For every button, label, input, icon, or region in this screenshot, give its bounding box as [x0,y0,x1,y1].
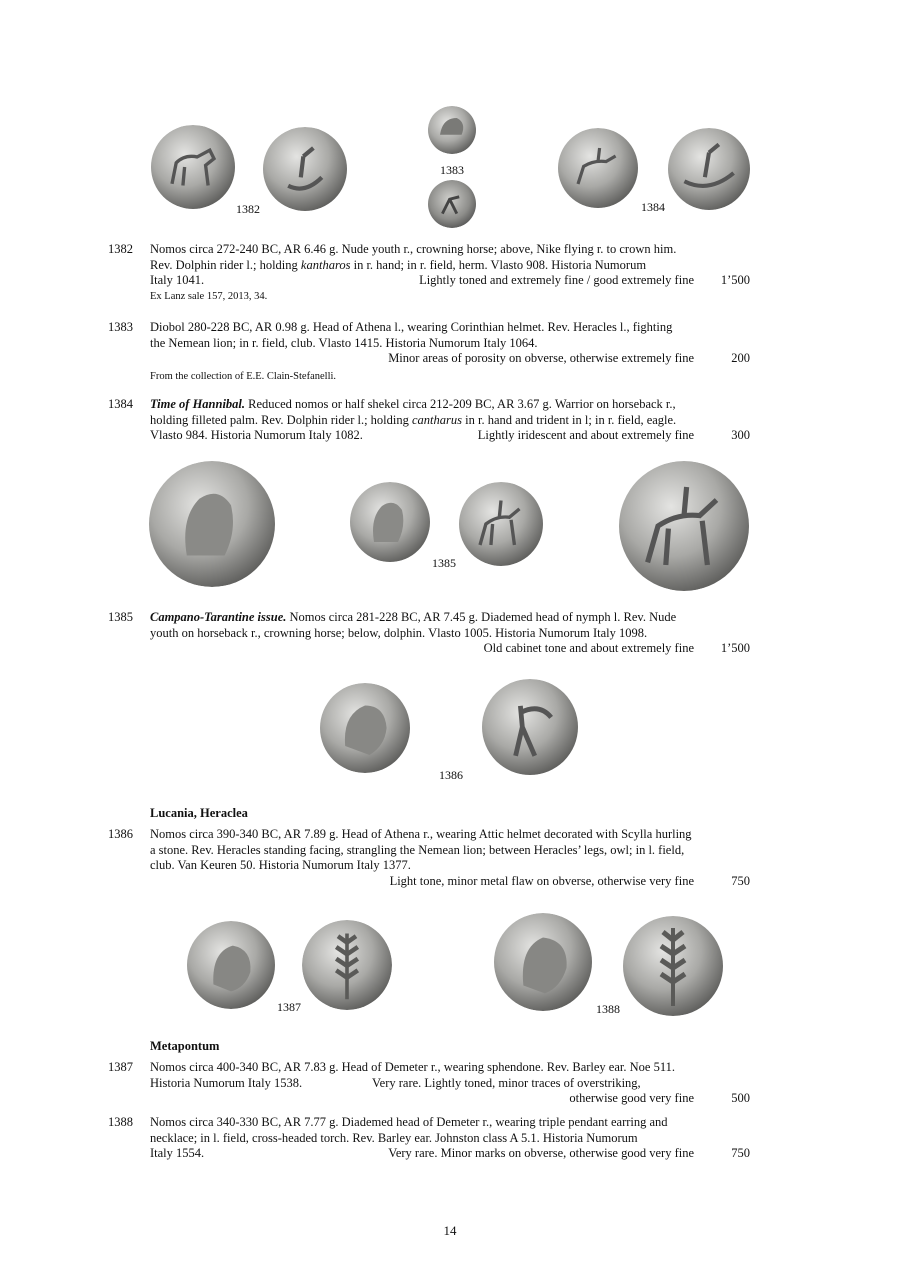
section-heading: Lucania, Heraclea [150,806,248,820]
coin-1383-obverse [427,106,477,154]
provenance: From the collection of E.E. Clain-Stefanelli. [150,370,337,382]
lot-number: 1385 [108,610,133,624]
condition-line: otherwise good very fine 500 [569,1091,750,1105]
coin-1388-reverse [621,916,725,1016]
text: Nomos circa 281-228 BC, AR 7.45 g. Diademed head of nymph l. Rev. Nude [286,610,677,624]
condition-line: Italy 1554. Very rare. Minor marks on obverse, otherwise good very fine 750 [150,1146,750,1160]
lot-description [150,1115,750,1162]
coin-1388-obverse [493,913,593,1011]
lot-number: 1387 [108,1060,133,1074]
condition: Minor areas of porosity on obverse, otherwise extremely fine [388,351,694,365]
description-line: Nomos circa 340-330 BC, AR 7.77 g. Diademed head of Demeter r., wearing triple pendant earring and [150,1115,668,1129]
description-line [150,413,750,429]
provenance: Ex Lanz sale 157, 2013, 34. [150,290,268,302]
lot-description [150,610,750,657]
coin-1382-obverse [150,125,236,209]
label-1385: 1385 [432,556,456,570]
condition: Old cabinet tone and about extremely fine [483,641,694,655]
coin-1385-obverse-enlarged [148,461,276,587]
coin-1382-reverse [262,127,348,211]
lot-title: Time of Hannibal. [150,397,246,411]
description-line: youth on horseback r., crowning horse; below, dolphin. Vlasto 1005. Historia Numorum Italy 1098. [150,625,648,640]
label-1383: 1383 [440,163,464,177]
coin-1383-reverse [427,180,477,228]
condition-line: Italy 1041. Lightly toned and extremely fine / good extremely fine 1’500 [150,273,750,287]
condition-line: Old cabinet tone and about extremely fine 1’500 [483,641,750,655]
text: Reduced nomos or half shekel circa 212-209 BC, AR 3.67 g. Warrior on horseback r., [245,397,676,411]
coin-1385-reverse-enlarged [618,461,750,591]
condition: Very rare. Minor marks on obverse, otherwise good very fine [388,1146,694,1160]
lot-description [150,320,750,384]
condition-line: Light tone, minor metal flaw on obverse, otherwise very fine 750 [389,873,750,888]
condition: Lightly toned and extremely fine / good extremely fine [419,273,694,287]
description-line [150,610,750,626]
coin-1386-obverse [319,683,411,773]
lot-number: 1386 [108,827,133,841]
description-line: a stone. Rev. Heracles standing facing, strangling the Nemean lion; between Heracles’ legs, owl; in l. field, [150,842,685,857]
label-1387: 1387 [277,1000,301,1014]
page-number: 14 [443,1223,457,1238]
text: in r. hand; in r. field, herm. Vlasto 908. Historia Numorum [350,257,647,272]
description-line [150,397,750,413]
italic-term: kantharos [300,257,351,272]
description-tail: Historia Numorum Italy 1538. [150,1075,303,1090]
condition: Lightly iridescent and about extremely fine [477,428,694,442]
label-1382: 1382 [236,202,260,216]
lot-number: 1388 [108,1115,133,1129]
coin-1387-obverse [186,921,276,1009]
condition-line: Minor areas of porosity on obverse, otherwise extremely fine 200 [388,351,750,365]
description-line: the Nemean lion; in r. field, club. Vlasto 1415. Historia Numorum Italy 1064. [150,335,538,350]
coin-1385-obverse [349,482,431,562]
description-line: Nomos circa 390-340 BC, AR 7.89 g. Head of Athena r., wearing Attic helmet decorated with Scylla hurling [150,827,692,841]
condition: Light tone, minor metal flaw on obverse, otherwise very fine [389,873,694,888]
description-line: Nomos circa 272-240 BC, AR 6.46 g. Nude youth r., crowning horse; above, Nike flying r. to crown him. [150,242,677,256]
lot-title: Campano-Tarantine issue. [150,610,287,624]
lot-description [150,397,750,444]
lot-number: 1382 [108,242,133,256]
description-tail: Italy 1041. [150,273,205,287]
description-line [150,258,750,274]
condition: otherwise good very fine [569,1091,694,1105]
lot-description [150,1060,750,1107]
description-tail: Italy 1554. [150,1146,205,1160]
coin-1385-reverse [458,482,544,566]
description-line: necklace; in l. field, cross-headed torch. Rev. Barley ear. Johnston class A 5.1. Historia Numorum [150,1130,638,1145]
section-heading: Metapontum [150,1039,220,1053]
condition: Very rare. Lightly toned, minor traces of overstriking, [372,1075,641,1090]
text: Rev. Dolphin rider l.; holding [150,257,301,272]
label-1386: 1386 [439,768,463,782]
description-line: club. Van Keuren 50. Historia Numorum Italy 1377. [150,858,411,872]
condition-line [150,1076,750,1092]
description-line: Diobol 280-228 BC, AR 0.98 g. Head of Athena l., wearing Corinthian helmet. Rev. Heracles l., fighting [150,320,673,334]
lot-number: 1384 [108,397,133,411]
coin-1384-obverse [557,128,639,208]
label-1384: 1384 [641,200,665,214]
coin-1387-reverse [302,920,392,1010]
text: holding filleted palm. Rev. Dolphin rider l.; holding [150,412,412,427]
coin-1386-reverse [480,679,580,775]
description-line: Nomos circa 400-340 BC, AR 7.83 g. Head of Demeter r., wearing sphendone. Rev. Barley ear. Noe 511. [150,1060,675,1074]
coin-1384-reverse [667,128,751,210]
label-1388: 1388 [596,1002,620,1016]
italic-term: cantharus [412,412,462,427]
text: in r. hand and trident in l; in r. field, eagle. [462,412,677,427]
lot-number: 1383 [108,320,133,334]
lot-description [150,242,750,304]
condition-line: Vlasto 984. Historia Numorum Italy 1082. Lightly iridescent and about extremely fine 300 [150,428,750,442]
lot-description [150,827,750,889]
description-tail: Vlasto 984. Historia Numorum Italy 1082. [150,428,363,442]
